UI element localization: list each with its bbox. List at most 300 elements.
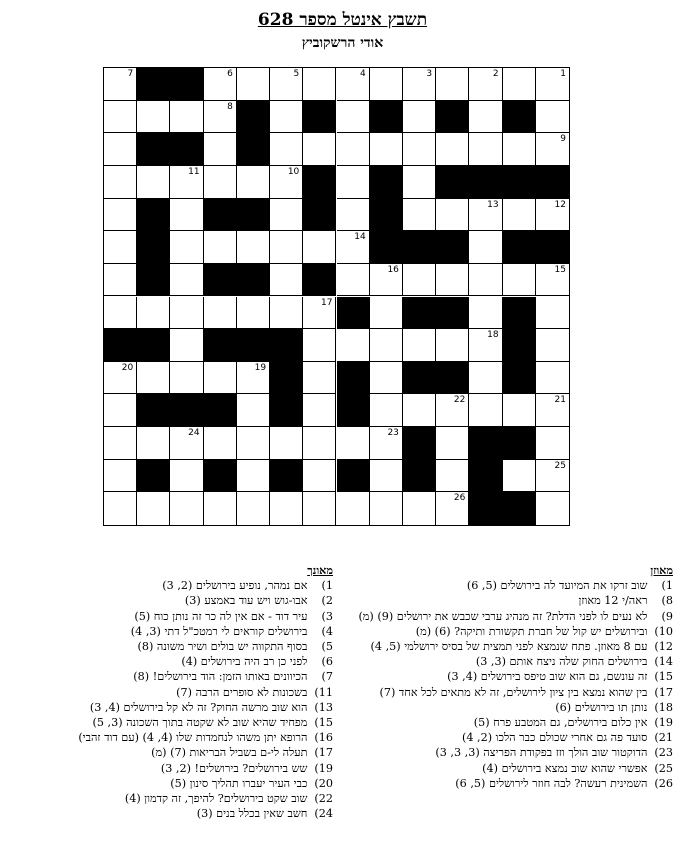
- grid-cell[interactable]: [270, 68, 303, 101]
- clue-text: חשב שאין בכלל בנים (3): [196, 807, 311, 821]
- grid-cell[interactable]: [104, 199, 137, 232]
- clue-number: 25): [654, 761, 673, 775]
- grid-cell[interactable]: [204, 101, 237, 134]
- grid-cell[interactable]: [270, 427, 303, 460]
- down-clue-list: [0, 578, 333, 821]
- grid-cell[interactable]: [536, 133, 569, 166]
- down-clues: [0, 563, 333, 821]
- grid-cell-black: [170, 394, 203, 427]
- across-clue: [338, 761, 673, 776]
- cell-number: 24: [188, 428, 200, 439]
- grid-cell-black: [503, 329, 536, 362]
- grid-cell[interactable]: [503, 460, 536, 493]
- grid-cell[interactable]: [237, 460, 270, 493]
- grid-cell[interactable]: [170, 297, 203, 330]
- clue-number: 9): [661, 609, 673, 623]
- grid-cell[interactable]: [536, 101, 569, 134]
- grid-cell[interactable]: [204, 362, 237, 395]
- down-clue: [0, 654, 333, 669]
- across-clue: [338, 593, 673, 608]
- grid-cell[interactable]: [337, 231, 370, 264]
- grid-cell[interactable]: [270, 264, 303, 297]
- grid-cell[interactable]: [469, 394, 502, 427]
- grid-cell-black: [337, 297, 370, 330]
- grid-cell[interactable]: [204, 297, 237, 330]
- grid-cell-black: [303, 166, 336, 199]
- grid-cell[interactable]: [436, 199, 469, 232]
- grid-cell[interactable]: [403, 492, 436, 525]
- grid-cell[interactable]: [436, 68, 469, 101]
- clue-number: 1): [661, 579, 673, 593]
- grid-cell-black: [469, 166, 502, 199]
- clue-number: 19): [654, 716, 673, 730]
- down-clue: [0, 730, 333, 745]
- grid-cell[interactable]: [204, 427, 237, 460]
- grid-cell[interactable]: [536, 460, 569, 493]
- clue-text: אפשרי שהוא שוב נמצא בירושלים (4): [482, 761, 651, 775]
- clue-text: מפחיד שהיא שוב לא שקטה בתוך השכונה (3, 5): [92, 716, 311, 730]
- grid-cell[interactable]: [403, 68, 436, 101]
- grid-cell-black: [337, 394, 370, 427]
- clue-number: 20): [314, 776, 333, 790]
- grid-cell[interactable]: [403, 394, 436, 427]
- grid-cell-black: [170, 133, 203, 166]
- grid-cell[interactable]: [403, 101, 436, 134]
- grid-cell[interactable]: [403, 133, 436, 166]
- grid-cell[interactable]: [270, 133, 303, 166]
- across-clue: [338, 730, 673, 745]
- clue-text: אם נמהר, נופיע בירושלים (2, 3): [162, 579, 311, 593]
- grid-cell-black: [403, 460, 436, 493]
- grid-cell[interactable]: [337, 492, 370, 525]
- grid-cell[interactable]: [536, 362, 569, 395]
- grid-cell[interactable]: [303, 68, 336, 101]
- clue-text: בין שהוא נמצא בין ציון לירושלים, זה לא מתאים לכל אחד (7): [379, 685, 651, 699]
- cell-number: 7: [127, 69, 134, 79]
- grid-cell[interactable]: [469, 101, 502, 134]
- grid-cell[interactable]: [370, 68, 403, 101]
- clue-text: בירושלים החוק שלה ניצח אותם (3, 3): [475, 655, 651, 669]
- grid-cell[interactable]: [104, 264, 137, 297]
- grid-cell[interactable]: [170, 460, 203, 493]
- down-clue: [0, 578, 333, 593]
- grid-cell[interactable]: [303, 460, 336, 493]
- grid-cell[interactable]: [370, 460, 403, 493]
- clue-number: 5): [321, 640, 333, 654]
- grid-cell[interactable]: [170, 264, 203, 297]
- grid-cell[interactable]: [303, 362, 336, 395]
- puzzle-title: תשבץ אינטל מספר 628: [257, 10, 428, 30]
- grid-cell[interactable]: [503, 133, 536, 166]
- grid-cell[interactable]: [436, 427, 469, 460]
- clue-number: 26): [654, 776, 673, 790]
- grid-cell[interactable]: [337, 329, 370, 362]
- grid-cell[interactable]: [536, 264, 569, 297]
- grid-cell[interactable]: [370, 492, 403, 525]
- clue-text: הדוקטור שוב הולך וזז בפקודת הפריצה (3, 3, 3): [435, 746, 651, 760]
- grid-cell[interactable]: [237, 68, 270, 101]
- grid-cell[interactable]: [536, 427, 569, 460]
- clue-number: 21): [654, 731, 673, 745]
- grid-cell[interactable]: [469, 68, 502, 101]
- grid-cell[interactable]: [303, 394, 336, 427]
- grid-cell[interactable]: [536, 297, 569, 330]
- grid-cell[interactable]: [337, 133, 370, 166]
- down-clue: [0, 761, 333, 776]
- grid-cell[interactable]: [104, 297, 137, 330]
- grid-cell[interactable]: [270, 166, 303, 199]
- grid-cell-black: [370, 231, 403, 264]
- grid-cell-black: [436, 101, 469, 134]
- grid-cell[interactable]: [436, 133, 469, 166]
- grid-cell-black: [237, 133, 270, 166]
- grid-cell[interactable]: [137, 492, 170, 525]
- clue-text: ראה/י 12 מאוזן: [578, 594, 651, 608]
- grid-cell[interactable]: [337, 199, 370, 232]
- cell-number: 11: [188, 166, 200, 177]
- cell-number: 17: [321, 297, 333, 308]
- clue-text: בירושלים קוראים לי רמטכ"ל דתי (3, 4): [130, 624, 311, 638]
- across-clue: [338, 639, 673, 654]
- grid-cell-black: [204, 264, 237, 297]
- across-clue: [338, 578, 673, 593]
- clue-text: עם 8 מאוזן. פתח שנמצא לפני תמצית של בסיס ירושלמי (5, 4): [370, 640, 651, 654]
- grid-cell-black: [436, 297, 469, 330]
- clue-number: 18): [654, 700, 673, 714]
- grid-cell[interactable]: [237, 427, 270, 460]
- clue-number: 24): [314, 807, 333, 821]
- cell-number: 26: [453, 493, 466, 504]
- cell-number: 23: [387, 428, 399, 439]
- clue-number: 2): [321, 594, 333, 608]
- clue-text: הרופא יתן משהו לנחמדות שלו (4, 4) (עם דוד זהבי): [78, 731, 311, 745]
- across-clue: [338, 745, 673, 760]
- grid-cell[interactable]: [303, 427, 336, 460]
- grid-cell-black: [303, 199, 336, 232]
- grid-cell-black: [469, 460, 502, 493]
- across-clue: [338, 669, 673, 684]
- grid-cell[interactable]: [337, 166, 370, 199]
- grid-cell[interactable]: [536, 492, 569, 525]
- grid-cell[interactable]: [237, 362, 270, 395]
- down-clue: [0, 593, 333, 608]
- grid-cell[interactable]: [536, 199, 569, 232]
- clue-text: כבי העיר יעברו תהליך סינון (5): [170, 776, 311, 790]
- grid-cell[interactable]: [303, 492, 336, 525]
- grid-cell-black: [370, 166, 403, 199]
- grid-cell[interactable]: [270, 231, 303, 264]
- grid-cell[interactable]: [237, 394, 270, 427]
- grid-cell-black: [270, 329, 303, 362]
- grid-cell-black: [204, 394, 237, 427]
- grid-cell[interactable]: [303, 329, 336, 362]
- clue-number: 16): [314, 731, 333, 745]
- clue-text: תעלה לי-ם בשביל הבריאות (7) (מ): [151, 746, 311, 760]
- grid-cell[interactable]: [469, 329, 502, 362]
- cell-number: 18: [487, 330, 499, 341]
- grid-cell[interactable]: [204, 166, 237, 199]
- across-clues: [338, 563, 673, 791]
- cell-number: 6: [227, 69, 233, 79]
- clue-number: 10): [654, 624, 673, 638]
- grid-cell[interactable]: [137, 362, 170, 395]
- cell-number: 10: [287, 166, 300, 177]
- clue-text: נותן תו בירושלים (6): [555, 700, 651, 714]
- cell-number: 8: [227, 101, 233, 112]
- clue-text: לא נעים לו לפני הדלת? זה מנהיג ערבי שכבש את ירושלים (9) (מ): [358, 609, 651, 623]
- grid-cell-black: [204, 199, 237, 232]
- grid-cell-black: [137, 329, 170, 362]
- grid-cell[interactable]: [469, 199, 502, 232]
- cell-number: 15: [554, 264, 566, 275]
- grid-cell[interactable]: [104, 133, 137, 166]
- down-clue: [0, 609, 333, 624]
- grid-cell-black: [337, 460, 370, 493]
- grid-cell[interactable]: [170, 231, 203, 264]
- clue-number: 11): [314, 685, 333, 699]
- clue-number: 22): [314, 792, 333, 806]
- down-clue: [0, 776, 333, 791]
- grid-cell[interactable]: [237, 231, 270, 264]
- clue-text: בסוף התקווה יש בולים ושיר משונה (8): [137, 640, 311, 654]
- grid-cell[interactable]: [104, 166, 137, 199]
- grid-cell-black: [503, 231, 536, 264]
- grid-cell[interactable]: [204, 492, 237, 525]
- grid-cell-black: [469, 492, 502, 525]
- grid-cell[interactable]: [469, 362, 502, 395]
- clue-number: 7): [321, 670, 333, 684]
- grid-cell[interactable]: [436, 329, 469, 362]
- grid-cell[interactable]: [104, 460, 137, 493]
- grid-cell[interactable]: [170, 329, 203, 362]
- grid-cell-black: [170, 68, 203, 101]
- down-clue: [0, 700, 333, 715]
- grid-cell[interactable]: [403, 264, 436, 297]
- grid-cell[interactable]: [469, 133, 502, 166]
- grid-cell-black: [137, 394, 170, 427]
- grid-cell[interactable]: [370, 394, 403, 427]
- grid-cell[interactable]: [170, 427, 203, 460]
- down-clue: [0, 745, 333, 760]
- cell-number: 9: [560, 134, 566, 145]
- grid-cell[interactable]: [170, 101, 203, 134]
- down-clue: [0, 791, 333, 806]
- clue-text: אבו-גוש ויש עוד באמצע (3): [184, 594, 311, 608]
- grid-cell-black: [436, 166, 469, 199]
- grid-cell[interactable]: [104, 231, 137, 264]
- clue-number: 3): [321, 609, 333, 623]
- grid-cell[interactable]: [104, 427, 137, 460]
- grid-cell-black: [270, 362, 303, 395]
- grid-cell[interactable]: [503, 264, 536, 297]
- grid-cell-black: [137, 264, 170, 297]
- clue-text: לפני כן רב היה בירושלים (4): [181, 655, 311, 669]
- grid-cell-black: [503, 297, 536, 330]
- cell-number: 12: [554, 199, 566, 210]
- clue-number: 12): [654, 640, 673, 654]
- grid-cell[interactable]: [170, 199, 203, 232]
- grid-cell[interactable]: [436, 492, 469, 525]
- grid-cell[interactable]: [137, 297, 170, 330]
- clue-text: שוב שקט בירושלים? להיפך, זה קדמון (4): [124, 792, 311, 806]
- grid-cell-black: [370, 101, 403, 134]
- grid-cell[interactable]: [303, 297, 336, 330]
- clue-number: 13): [314, 700, 333, 714]
- grid-cell[interactable]: [170, 166, 203, 199]
- grid-cell[interactable]: [237, 492, 270, 525]
- grid-cell-black: [337, 362, 370, 395]
- clue-number: 8): [661, 594, 673, 608]
- grid-cell[interactable]: [436, 460, 469, 493]
- grid-cell-black: [204, 460, 237, 493]
- grid-cell-black: [403, 427, 436, 460]
- grid-cell[interactable]: [337, 427, 370, 460]
- grid-cell-black: [104, 329, 137, 362]
- clue-text: הוא שוב מרשה החוק? זה לא קל בירושלים (4, 3): [89, 700, 311, 714]
- grid-cell-black: [503, 101, 536, 134]
- grid-cell-black: [503, 427, 536, 460]
- grid-cell[interactable]: [469, 297, 502, 330]
- cell-number: 2: [492, 69, 499, 79]
- clue-number: 23): [654, 746, 673, 760]
- grid-cell[interactable]: [137, 101, 170, 134]
- clue-number: 17): [314, 746, 333, 760]
- down-clue: [0, 806, 333, 821]
- crossword-grid: [103, 67, 570, 526]
- grid-cell[interactable]: [436, 394, 469, 427]
- grid-cell[interactable]: [536, 68, 569, 101]
- grid-cell[interactable]: [370, 297, 403, 330]
- clue-text: שוב זרקו את המיועד לה בירושלים (5, 6): [466, 579, 651, 593]
- cell-number: 5: [293, 69, 300, 79]
- down-heading: מאונך: [307, 563, 333, 577]
- grid-cell[interactable]: [370, 362, 403, 395]
- grid-cell[interactable]: [370, 427, 403, 460]
- cell-number: 16: [387, 264, 399, 275]
- grid-cell-black: [137, 231, 170, 264]
- grid-cell[interactable]: [104, 492, 137, 525]
- grid-cell[interactable]: [237, 166, 270, 199]
- grid-cell[interactable]: [170, 362, 203, 395]
- grid-cell[interactable]: [170, 492, 203, 525]
- across-clue: [338, 685, 673, 700]
- cell-number: 21: [554, 395, 566, 406]
- grid-cell[interactable]: [503, 68, 536, 101]
- grid-cell-black: [436, 362, 469, 395]
- grid-cell-black: [303, 101, 336, 134]
- grid-cell-black: [137, 199, 170, 232]
- grid-cell[interactable]: [104, 394, 137, 427]
- clue-text: הכיוונים באותו הזמן: הוד בירושלים! (8): [133, 670, 311, 684]
- grid-cell-black: [403, 297, 436, 330]
- grid-cell[interactable]: [104, 362, 137, 395]
- grid-cell[interactable]: [270, 101, 303, 134]
- grid-cell-black: [503, 492, 536, 525]
- grid-cell[interactable]: [469, 264, 502, 297]
- grid-cell[interactable]: [104, 68, 137, 101]
- grid-cell[interactable]: [270, 199, 303, 232]
- grid-cell[interactable]: [469, 231, 502, 264]
- cell-number: 3: [426, 69, 433, 79]
- clue-text: זה עונשם, גם הוא שוב טיפס בירושלים (4, 3): [447, 670, 651, 684]
- grid-cell-black: [237, 199, 270, 232]
- grid-cell[interactable]: [370, 264, 403, 297]
- grid-cell-black: [137, 133, 170, 166]
- cell-number: 25: [554, 460, 566, 471]
- across-clue: [338, 715, 673, 730]
- grid-cell[interactable]: [303, 133, 336, 166]
- grid-cell[interactable]: [303, 231, 336, 264]
- down-clue: [0, 685, 333, 700]
- grid-cell-black: [204, 329, 237, 362]
- clue-number: 14): [654, 655, 673, 669]
- grid-cell-black: [370, 199, 403, 232]
- clue-text: בשכונות לא סופרים הרבה (7): [176, 685, 311, 699]
- cell-number: 4: [359, 69, 366, 79]
- clue-text: השמינית רעשה? לבה חוזר לירושלים (5, 6): [455, 776, 651, 790]
- grid-cell[interactable]: [270, 492, 303, 525]
- grid-cell[interactable]: [370, 329, 403, 362]
- grid-cell-black: [270, 460, 303, 493]
- grid-cell-black: [137, 68, 170, 101]
- grid-cell[interactable]: [237, 297, 270, 330]
- grid-cell[interactable]: [204, 133, 237, 166]
- grid-cell[interactable]: [104, 101, 137, 134]
- grid-cell[interactable]: [137, 427, 170, 460]
- grid-cell-black: [469, 427, 502, 460]
- grid-cell[interactable]: [337, 264, 370, 297]
- grid-cell[interactable]: [403, 166, 436, 199]
- grid-cell[interactable]: [337, 101, 370, 134]
- grid-cell[interactable]: [536, 394, 569, 427]
- grid-cell[interactable]: [137, 166, 170, 199]
- grid-cell[interactable]: [403, 329, 436, 362]
- across-clue-list: [338, 578, 673, 791]
- grid-cell-black: [536, 231, 569, 264]
- cell-number: 22: [453, 395, 466, 406]
- down-clue: [0, 669, 333, 684]
- grid-cell-black: [503, 166, 536, 199]
- clue-text: אין כלום בירושלים, גם המטבע פרח (5): [473, 716, 651, 730]
- across-clue: [338, 654, 673, 669]
- grid-cell-black: [137, 460, 170, 493]
- clue-number: 1): [321, 579, 333, 593]
- clue-text: שש בירושלים? בירושלים! (2, 3): [160, 761, 311, 775]
- grid-cell[interactable]: [270, 297, 303, 330]
- clue-number: 15): [654, 670, 673, 684]
- grid-cell[interactable]: [436, 264, 469, 297]
- cell-number: 13: [487, 199, 499, 210]
- across-clue: [338, 776, 673, 791]
- clue-number: 17): [654, 685, 673, 699]
- grid-cell[interactable]: [204, 68, 237, 101]
- grid-cell[interactable]: [204, 231, 237, 264]
- grid-cell[interactable]: [536, 329, 569, 362]
- grid-cell[interactable]: [503, 199, 536, 232]
- clue-number: 4): [321, 624, 333, 638]
- grid-cell[interactable]: [503, 394, 536, 427]
- grid-cell-black: [403, 362, 436, 395]
- grid-cell-black: [237, 101, 270, 134]
- grid-cell[interactable]: [337, 68, 370, 101]
- grid-cell-black: [403, 231, 436, 264]
- grid-cell-black: [536, 166, 569, 199]
- across-heading: מאוזן: [650, 563, 673, 577]
- clue-text: סועד פה גם אחרי שכולם כבר הלכו (2, 4): [461, 731, 651, 745]
- cell-number: 1: [560, 69, 566, 79]
- grid-cell[interactable]: [370, 133, 403, 166]
- grid-cell[interactable]: [403, 199, 436, 232]
